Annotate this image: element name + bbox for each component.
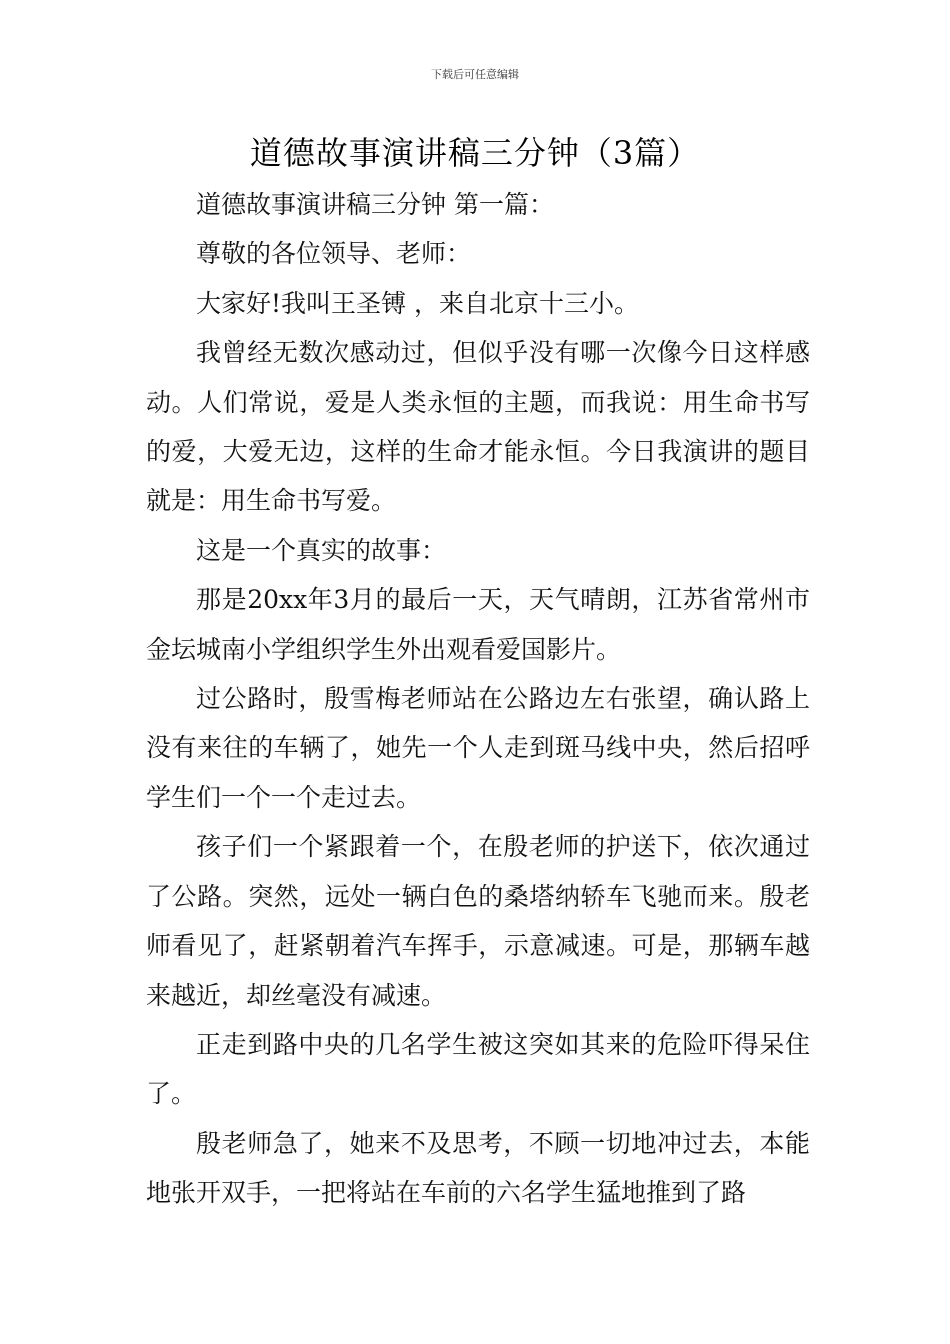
header-note: 下载后可任意编辑: [431, 68, 519, 81]
paragraph: 我曾经无数次感动过，但似乎没有哪一次像今日这样感动。人们常说，爱是人类永恒的主题，而我说：用生命书写的爱，大爱无边，这样的生命才能永恒。今日我演讲的题目就是：用生命书写爱。: [146, 338, 810, 516]
paragraph: 尊敬的各位领导、老师：: [196, 239, 472, 269]
document-body: [146, 180, 810, 1218]
paragraph: 道德故事演讲稿三分钟 第一篇：: [196, 190, 554, 219]
paragraph: 那是20xx年3月的最后一天，天气晴朗，江苏省常州市金坛城南小学组织学生外出观看爱国影片。: [146, 585, 810, 664]
paragraph: 正走到路中央的几名学生被这突如其来的危险吓得呆住了。: [146, 1029, 810, 1109]
paragraph: 殷老师急了，她来不及思考，不顾一切地冲过去，本能地张开双手，一把将站在车前的六名学生猛地推到了路: [146, 1128, 810, 1208]
document-title: 道德故事演讲稿三分钟（3篇）: [249, 134, 701, 172]
paragraph: 过公路时，殷雪梅老师站在公路边左右张望，确认路上没有来往的车辆了，她先一个人走到斑马线中央，然后招呼学生们一个一个走过去。: [146, 684, 810, 812]
paragraph: 孩子们一个紧跟着一个，在殷老师的护送下，依次通过了公路。突然，远处一辆白色的桑塔纳轿车飞驰而来。殷老师看见了，赶紧朝着汽车挥手，示意减速。可是，那辆车越来越近，却丝毫没有减速。: [146, 832, 810, 1010]
paragraph: 大家好!我叫王圣镈 ，来自北京十三小。: [196, 288, 639, 318]
paragraph: 这是一个真实的故事：: [196, 535, 447, 565]
